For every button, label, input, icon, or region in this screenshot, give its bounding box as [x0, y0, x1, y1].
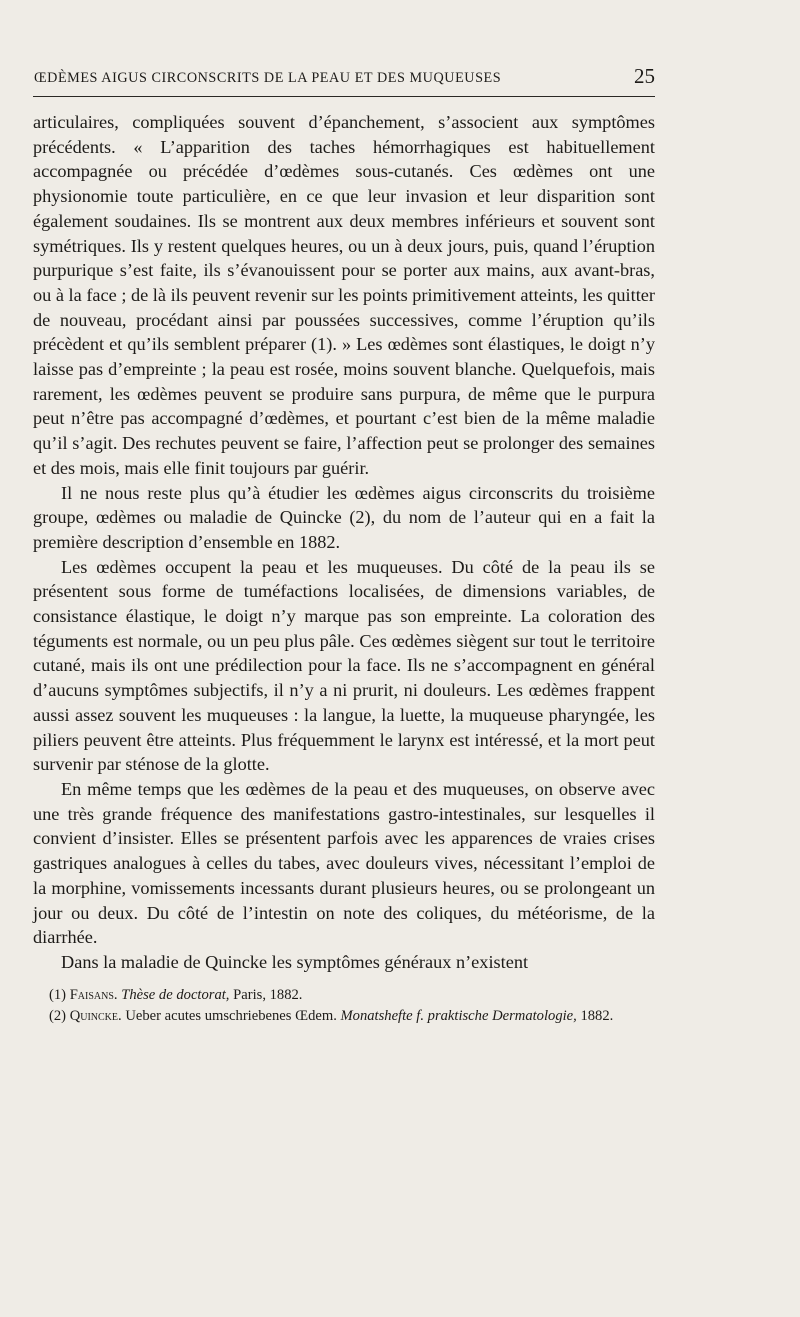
footnote-title: Thèse de doctorat,	[121, 986, 230, 1003]
footnote	[33, 985, 655, 1006]
book-page	[33, 62, 655, 1027]
footnote-title: Monatshefte f. praktische Dermatologie,	[340, 1007, 577, 1024]
footnote-article: Ueber acutes umschriebenes Œdem.	[125, 1007, 337, 1024]
footnote-details: Paris, 1882.	[233, 986, 303, 1003]
footnote-marker: (1)	[49, 986, 67, 1003]
paragraph: En même temps que les œdèmes de la peau et des muqueuses, on observe avec une très grande fréquence des manifestations gastro-intestinales, sur lesquelles il convient d’insister. Elles se présentent parfois avec les apparences de vraies crises gastriques analogues à celles du tabes, avec douleurs vives, nécessitant l’emploi de la morphine, vomissements incessants durant plusieurs heures, ou se prolongeant un jour ou deux. Du côté de l’intestin on note des coliques, du météorisme, de la diarrhée.	[33, 778, 655, 948]
page-number: 25	[634, 64, 655, 88]
paragraph: Il ne nous reste plus qu’à étudier les œdèmes aigus circonscrits du troisième groupe, œdèmes ou maladie de Quincke (2), du nom de l’auteur qui en a fait la première description d’ensemble en 1882.	[33, 482, 655, 552]
footnote-marker: (2)	[49, 1007, 67, 1024]
body-text	[33, 110, 655, 975]
footnotes	[33, 985, 655, 1027]
running-header	[33, 62, 655, 97]
footnote-author: Faisans.	[69, 986, 118, 1003]
running-title: ŒDÈMES AIGUS CIRCONSCRITS DE LA PEAU ET DES MUQUEUSES	[34, 70, 502, 86]
footnote-author: Quincke.	[69, 1007, 122, 1024]
footnote	[33, 1006, 655, 1027]
paragraph: articulaires, compliquées souvent d’épanchement, s’associent aux symptômes précédents. « L’apparition des taches hémorrhagiques est habituellement accompagnée ou précédée d’œdèmes sous-cutanés. Ces œdèmes ont une physionomie toute particulière, en ce que leur invasion et leur disparition sont également soudaines. Ils se montrent aux deux membres inférieurs et souvent sont symétriques. Ils y restent quelques heures, ou un à deux jours, puis, quand l’éruption purpurique s’est faite, ils s’évanouissent pour se porter aux mains, aux avant-bras, ou à la face ; de là ils peuvent revenir sur les points primitivement atteints, les quitter de nouveau, procédant ainsi par poussées successives, comme l’éruption qu’ils précèdent et qu’ils semblent préparer (1). » Les œdèmes sont élastiques, le doigt n’y laisse pas d’empreinte ; la peau est rosée, moins souvent blanche. Quelquefois, mais rarement, les œdèmes peuvent se produire sans purpura, de même que le purpura peut n’être pas accompagné d’œdèmes, et pourtant c’est bien de la même maladie qu’il s’agit. Des rechutes peuvent se faire, l’affection peut se prolonger des semaines et des mois, mais elle finit toujours par guérir.	[33, 112, 655, 478]
paragraph: Dans la maladie de Quincke les symptômes généraux n’existent	[61, 951, 529, 972]
footnote-details: 1882.	[580, 1007, 614, 1024]
paragraph: Les œdèmes occupent la peau et les muqueuses. Du côté de la peau ils se présentent sous forme de tuméfactions localisées, de dimensions variables, de consistance élastique, le doigt n’y marque pas son empreinte. La coloration des téguments est normale, ou un peu plus pâle. Ces œdèmes siègent sur tout le territoire cutané, mais ils ont une prédilection pour la face. Ils ne s’accompagnent en général d’aucuns symptômes subjectifs, il n’y a ni prurit, ni douleurs. Les œdèmes frappent aussi assez souvent les muqueuses : la langue, la luette, la muqueuse pharyngée, les piliers peuvent être atteints. Plus fréquemment le larynx est intéressé, et la mort peut survenir par sténose de la glotte.	[33, 556, 655, 775]
